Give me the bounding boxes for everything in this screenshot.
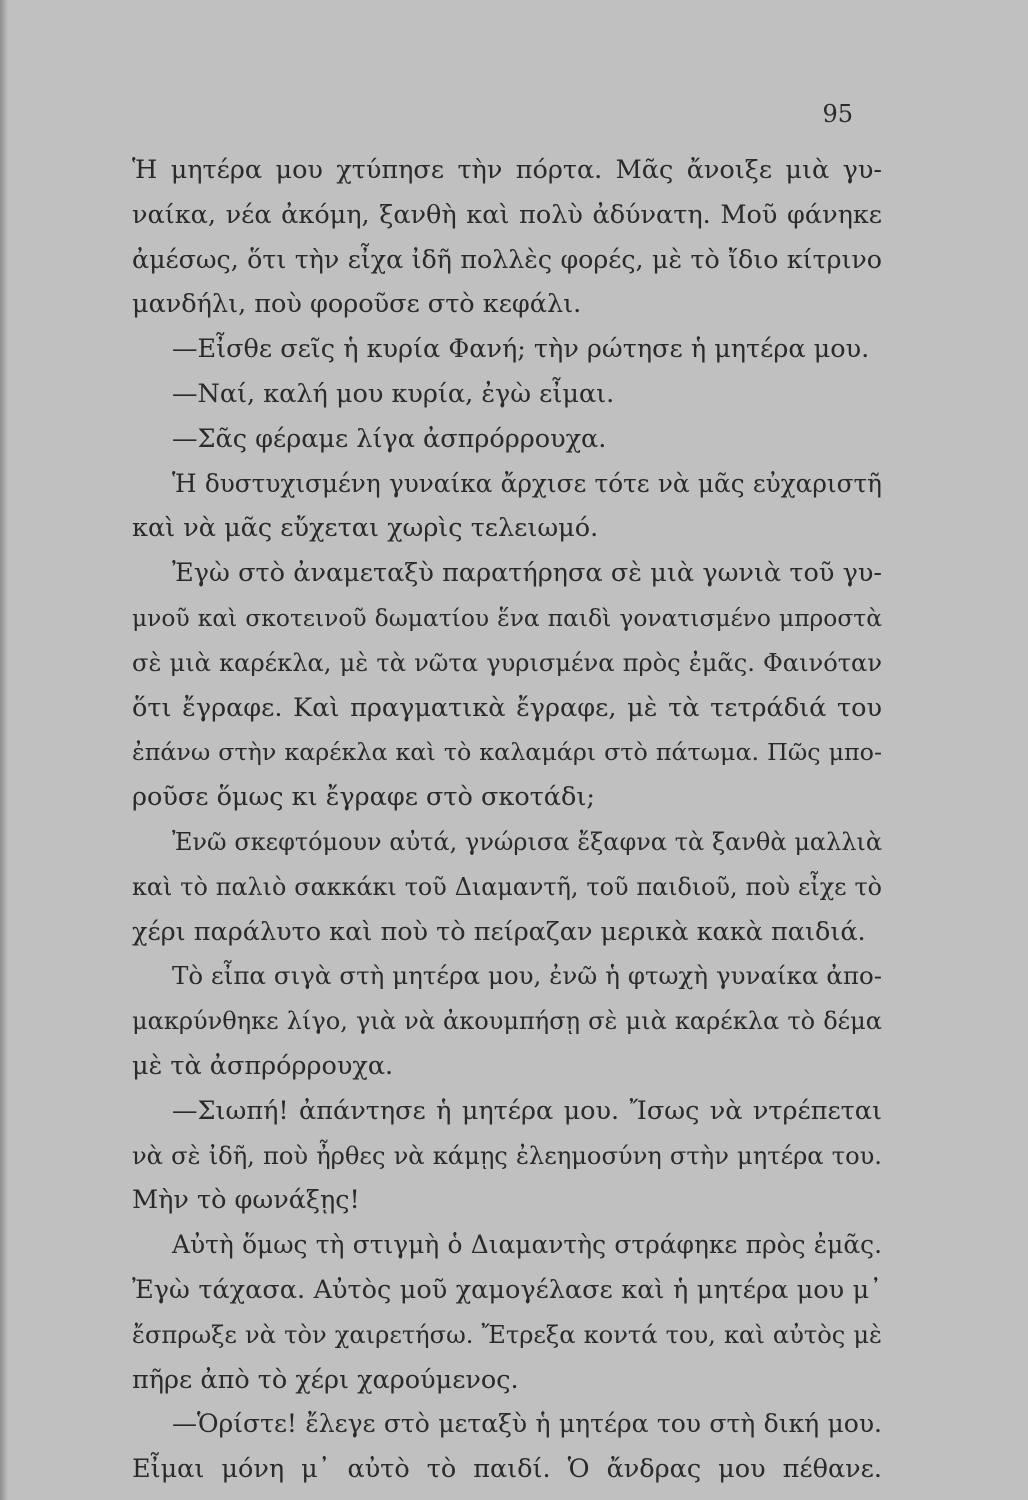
text-line: Τὸ εἶπα σιγὰ στὴ μητέρα μου, ἐνῶ ἡ φτωχὴ γυναίκα ἀπο- [172,961,882,991]
text-line: Ἐγὼ τάχασα. Αὐτὸς μοῦ χαμογέλασε καὶ ἡ μητέρα μου μ᾿ [132,1274,882,1305]
text-line: ναίκα, νέα ἀκόμη, ξανθὴ καὶ πολὺ ἀδύνατη. Μοῦ φάνηκε [132,199,882,230]
text-line: νὰ σὲ ἰδῆ, ποὺ ἦρθες νὰ κάμῃς ἐλεημοσύνη στὴν μητέρα του. [132,1141,882,1170]
text-line: —Εἶσθε σεῖς ἡ κυρία Φανή; τὴν ρώτησε ἡ μητέρα μου. [172,334,870,365]
text-line: ἐπάνω στὴν καρέκλα καὶ τὸ καλαμάρι στὸ πάτωμα. Πῶς μπο- [132,738,882,767]
text-line: —Ναί, καλή μου κυρία, ἐγὼ εἶμαι. [172,378,615,409]
text-line: πῆρε ἀπὸ τὸ χέρι χαρούμενος. [132,1364,519,1395]
text-line: ὅτι ἔγραφε. Καὶ πραγματικὰ ἔγραφε, μὲ τὰ τετράδιά του [132,692,882,723]
text-line: —Σιωπή! ἀπάντησε ἡ μητέρα μου. Ἴσως νὰ ντρέπεται [172,1095,882,1126]
text-line: Ἡ δυστυχισμένη γυναίκα ἄρχισε τότε νὰ μᾶς εὐχαριστῆ [172,468,882,498]
text-line: —Σᾶς φέραμε λίγα ἀσπρόρρουχα. [172,423,607,454]
text-line: μνοῦ καὶ σκοτεινοῦ δωματίου ἕνα παιδὶ γονατισμένο μπροστὰ [132,603,882,632]
page-number: 95 [822,100,853,128]
text-line: Αὐτὴ ὅμως τὴ στιγμὴ ὁ Διαμαντὴς στράφηκε πρὸς ἐμᾶς. [172,1230,882,1260]
text-line: Ἐγὼ στὸ ἀναμεταξὺ παρατήρησα σὲ μιὰ γωνιὰ τοῦ γυ- [172,558,882,589]
text-line: ἀμέσως, ὅτι τὴν εἶχα ἰδῆ πολλὲς φορές, μὲ τὸ ἴδιο κίτρινο [132,244,882,274]
page-edge-shadow [0,0,8,1500]
text-line: μὲ τὰ ἀσπρόρρουχα. [132,1050,394,1081]
text-line: —Ὁρίστε! ἔλεγε στὸ μεταξὺ ἡ μητέρα του στὴ δική μου. [172,1409,882,1439]
text-line: μανδήλι, ποὺ φοροῦσε στὸ κεφάλι. [132,289,582,320]
text-line: καὶ νὰ μᾶς εὔχεται χωρὶς τελειωμό. [132,513,599,544]
text-line: χέρι παράλυτο καὶ ποὺ τὸ πείραζαν μερικὰ κακὰ παιδιά. [132,916,866,947]
text-line: Εἶμαι μόνη μ᾿ αὐτὸ τὸ παιδί. Ὁ ἄνδρας μου πέθανε. [132,1454,882,1485]
text-line: σὲ μιὰ καρέκλα, μὲ τὰ νῶτα γυρισμένα πρὸς ἐμᾶς. Φαινόταν [132,648,882,677]
text-line: Μὴν τὸ φωνάξῃς! [132,1185,360,1216]
text-line: ἔσπρωξε νὰ τὸν χαιρετήσω. Ἔτρεξα κοντά του, καὶ αὐτὸς μὲ [132,1320,882,1349]
body-text [132,148,882,1492]
text-line: ροῦσε ὅμως κι ἔγραφε στὸ σκοτάδι; [132,782,595,813]
text-line: μακρύνθηκε λίγο, γιὰ νὰ ἀκουμπήσῃ σὲ μιὰ καρέκλα τὸ δέμα [132,1007,882,1036]
text-line: Ἐνῶ σκεφτόμουν αὐτά, γνώρισα ἔξαφνα τὰ ξανθὰ μαλλιὰ [172,827,882,856]
text-line: Ἡ μητέρα μου χτύπησε τὴν πόρτα. Μᾶς ἄνοιξε μιὰ γυ- [132,155,882,185]
text-line: καὶ τὸ παλιὸ σακκάκι τοῦ Διαμαντῆ, τοῦ παιδιοῦ, ποὺ εἶχε τὸ [132,872,882,901]
